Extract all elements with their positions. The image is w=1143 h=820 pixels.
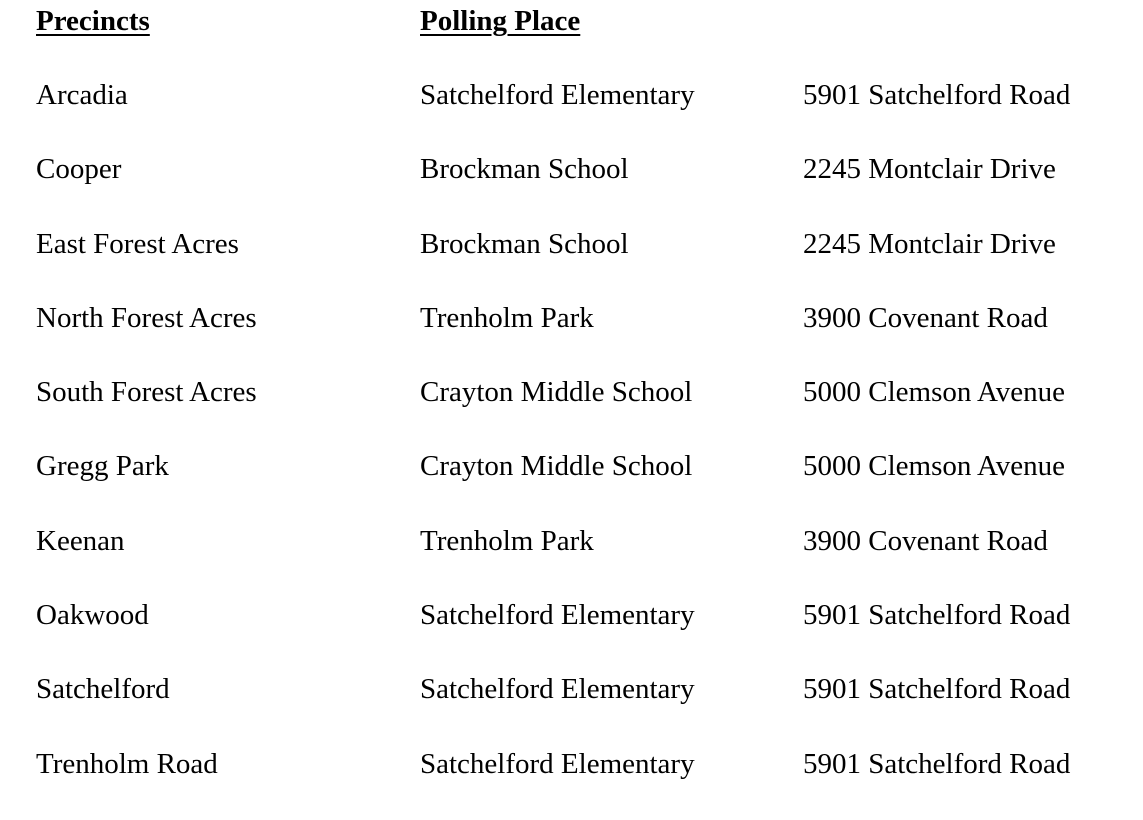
polling-place-address: 5901 Satchelford Road bbox=[803, 673, 1071, 706]
polling-place-name: Trenholm Park bbox=[420, 524, 594, 557]
polling-place-name: Brockman School bbox=[420, 153, 629, 186]
precinct-name: Cooper bbox=[36, 153, 122, 186]
precinct-row bbox=[0, 77, 1143, 151]
precinct-row bbox=[0, 300, 1143, 374]
precinct-row bbox=[0, 374, 1143, 448]
polling-place-address: 5000 Clemson Avenue bbox=[803, 376, 1066, 409]
precinct-row bbox=[0, 746, 1143, 820]
precinct-row bbox=[0, 671, 1143, 745]
precinct-name: Satchelford bbox=[36, 673, 170, 706]
polling-place-name: Crayton Middle School bbox=[420, 376, 693, 409]
polling-place-address: 5901 Satchelford Road bbox=[803, 747, 1071, 780]
precinct-row bbox=[0, 523, 1143, 597]
polling-place-name: Satchelford Elementary bbox=[420, 599, 695, 632]
precinct-row bbox=[0, 448, 1143, 522]
polling-place-name: Trenholm Park bbox=[420, 301, 594, 334]
precinct-name: Arcadia bbox=[36, 79, 128, 111]
polling-place-address: 3900 Covenant Road bbox=[803, 301, 1048, 334]
precinct-row bbox=[0, 597, 1143, 671]
precinct-row bbox=[0, 151, 1143, 225]
precinct-name: Oakwood bbox=[36, 599, 149, 632]
polling-place-address: 5901 Satchelford Road bbox=[803, 79, 1071, 111]
polling-place-address: 3900 Covenant Road bbox=[803, 524, 1048, 557]
polling-place-address: 2245 Montclair Drive bbox=[803, 227, 1056, 260]
precinct-name: North Forest Acres bbox=[36, 301, 257, 334]
polling-place-name: Brockman School bbox=[420, 227, 629, 260]
precinct-name: Keenan bbox=[36, 524, 125, 557]
polling-place-name: Satchelford Elementary bbox=[420, 747, 695, 780]
precinct-name: South Forest Acres bbox=[36, 376, 257, 409]
polling-place-name: Satchelford Elementary bbox=[420, 673, 695, 706]
precinct-name: Gregg Park bbox=[36, 450, 169, 483]
polling-place-address: 2245 Montclair Drive bbox=[803, 153, 1056, 186]
precinct-row bbox=[0, 226, 1143, 300]
polling-place-name: Satchelford Elementary bbox=[420, 79, 695, 111]
precinct-list bbox=[0, 77, 1143, 820]
precinct-name: East Forest Acres bbox=[36, 227, 239, 260]
precinct-name: Trenholm Road bbox=[36, 747, 218, 780]
polling-place-address: 5901 Satchelford Road bbox=[803, 599, 1071, 632]
polling-place-heading: Polling Place bbox=[420, 5, 581, 37]
polling-place-address: 5000 Clemson Avenue bbox=[803, 450, 1066, 483]
precincts-heading: Precincts bbox=[36, 5, 150, 37]
polling-place-name: Crayton Middle School bbox=[420, 450, 693, 483]
